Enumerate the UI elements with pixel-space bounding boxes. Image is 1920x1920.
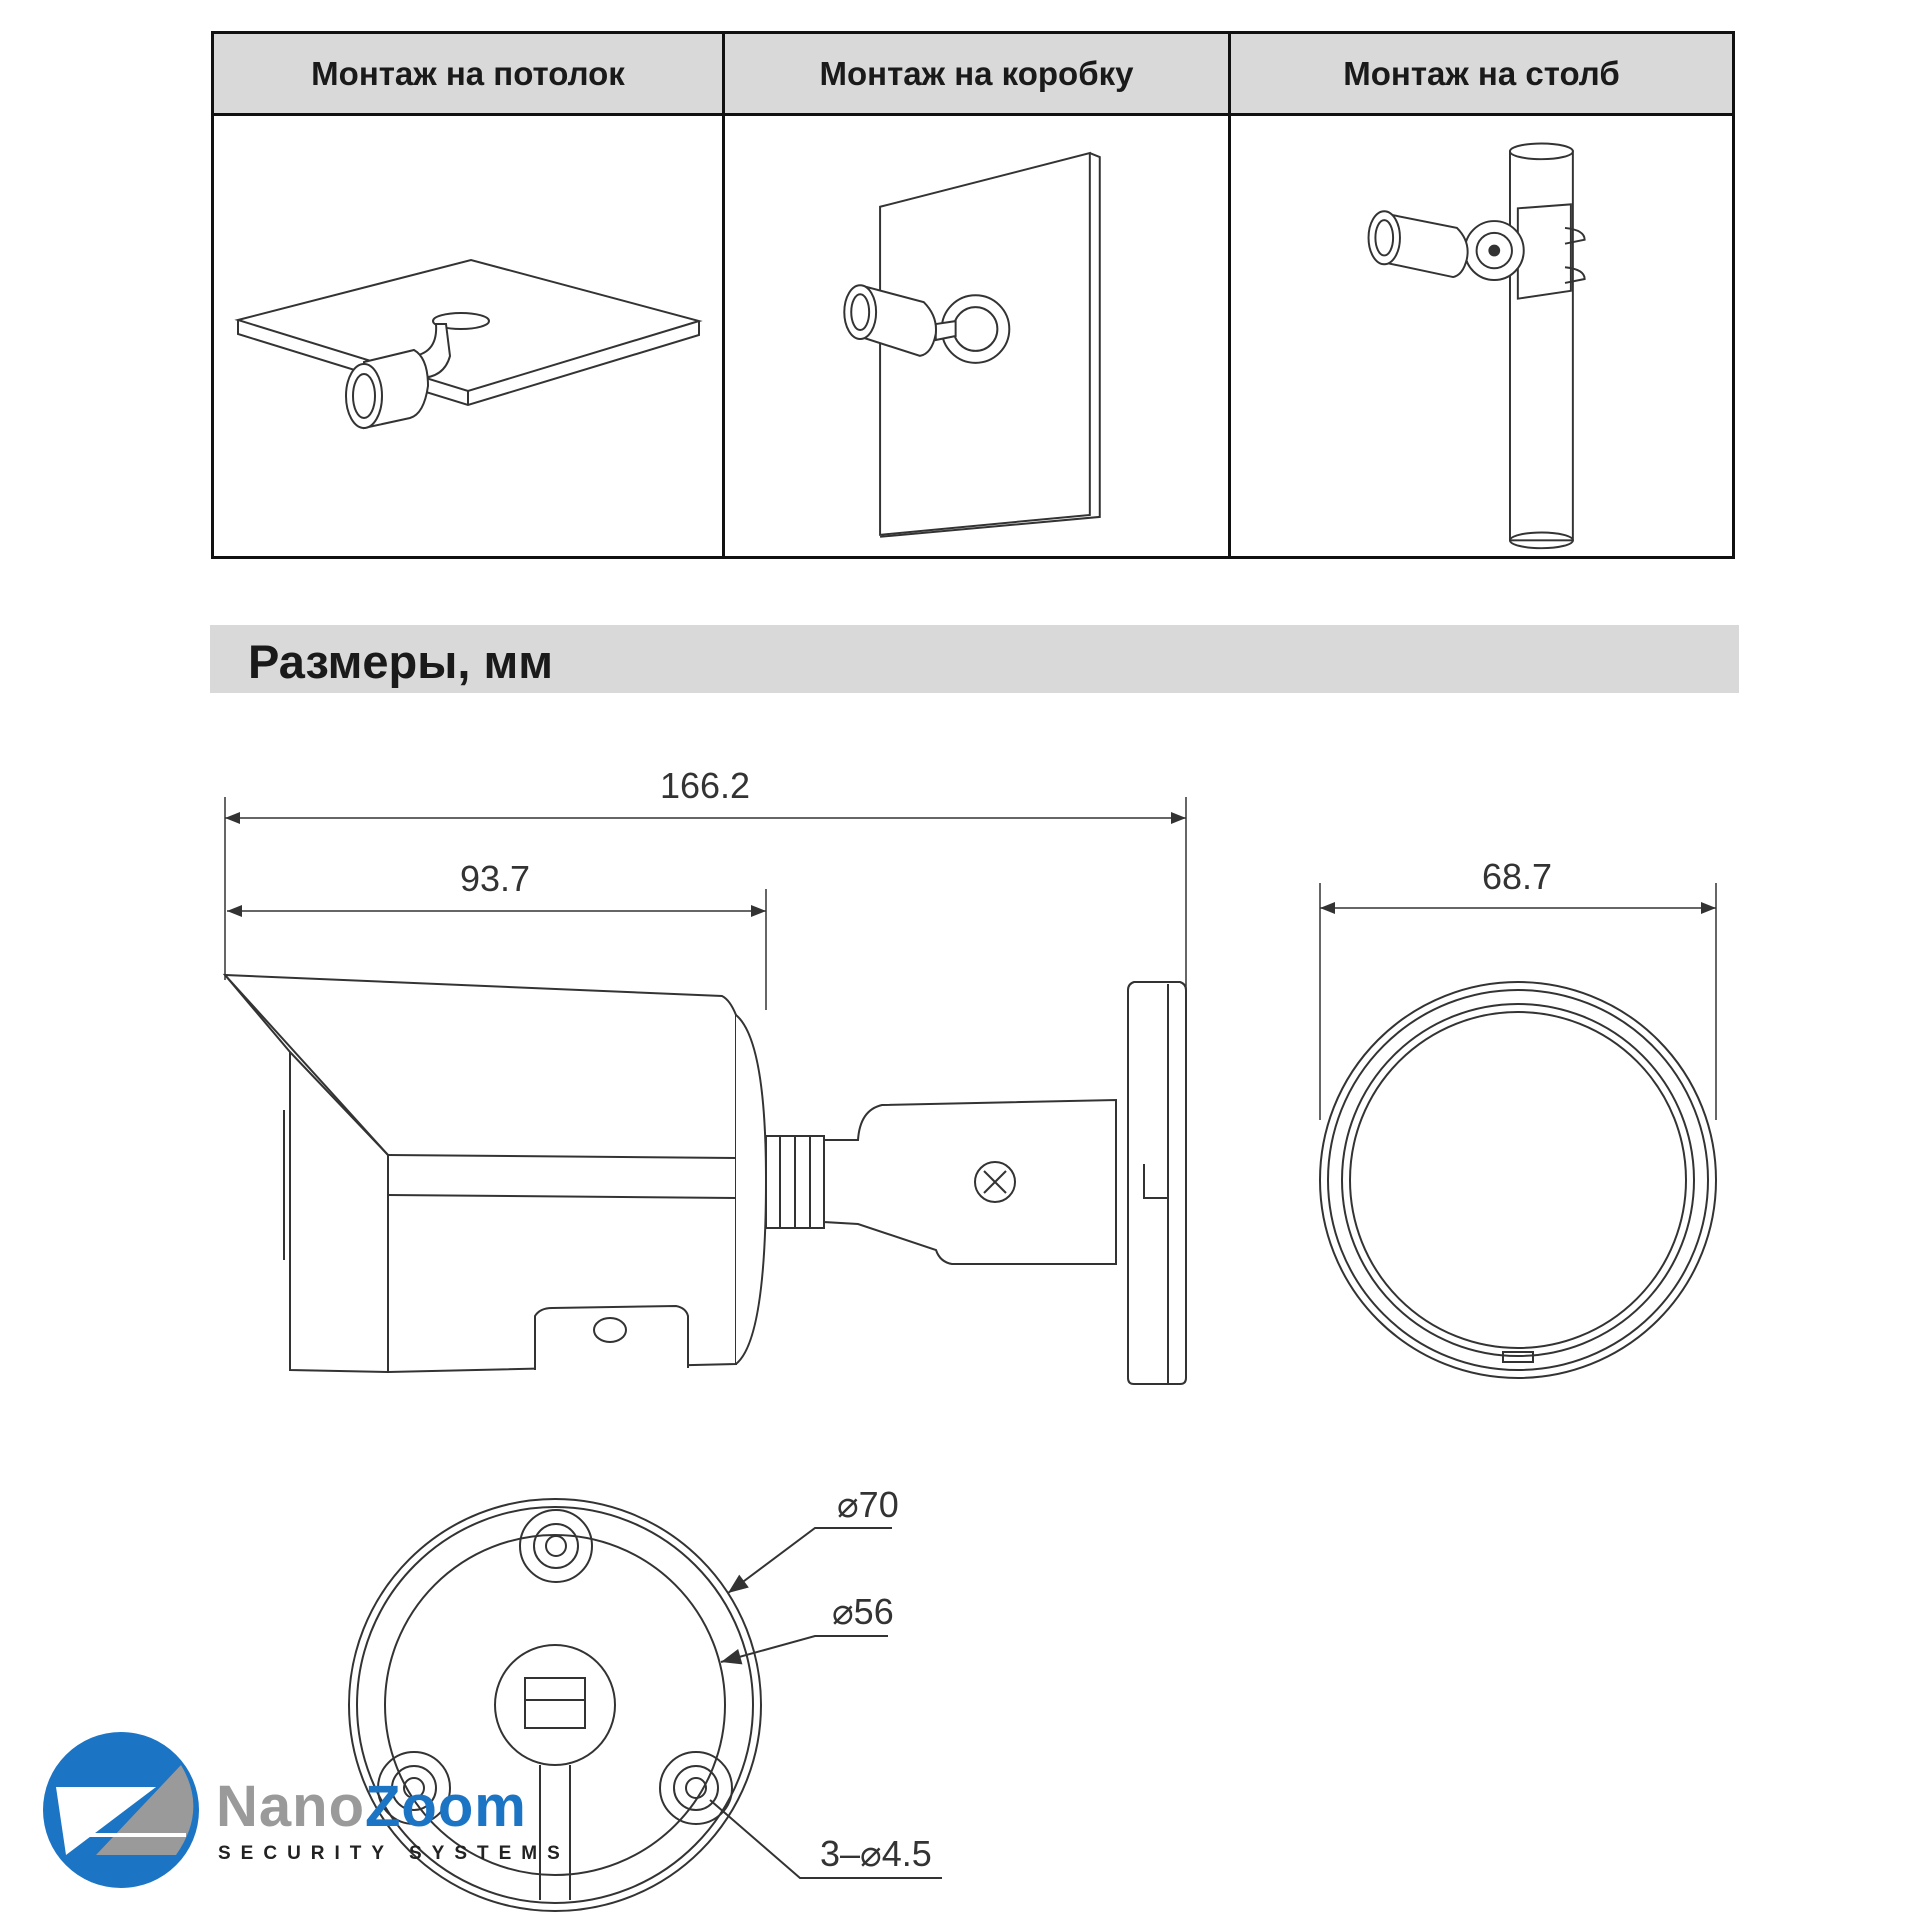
nanozoom-logo bbox=[36, 1725, 596, 1895]
logo-mark-icon bbox=[36, 1725, 206, 1895]
dim-holes: 3–⌀4.5 bbox=[820, 1833, 932, 1874]
section-title: Размеры, мм bbox=[248, 635, 554, 688]
dim-overall-length: 166.2 bbox=[659, 765, 751, 806]
header-pole-mount: Монтаж на столб bbox=[1228, 34, 1732, 116]
logo-word-zoom: Zoom bbox=[365, 1774, 527, 1839]
logo-wordmark bbox=[216, 1773, 527, 1840]
camera-front-view bbox=[1320, 982, 1716, 1378]
header-ceiling-mount: Монтаж на потолок bbox=[214, 34, 722, 116]
header-box-mount: Монтаж на коробку bbox=[722, 34, 1228, 116]
logo-word-nano: Nano bbox=[216, 1774, 365, 1839]
dim-body-length: 93.7 bbox=[459, 858, 531, 899]
camera-side-view bbox=[225, 975, 1186, 1384]
dim-base-outer: ⌀70 bbox=[837, 1484, 899, 1525]
dim-base-inner: ⌀56 bbox=[832, 1591, 894, 1632]
logo-tagline: SECURITY SYSTEMS bbox=[218, 1843, 570, 1864]
dim-front-diameter: 68.7 bbox=[1481, 856, 1553, 897]
